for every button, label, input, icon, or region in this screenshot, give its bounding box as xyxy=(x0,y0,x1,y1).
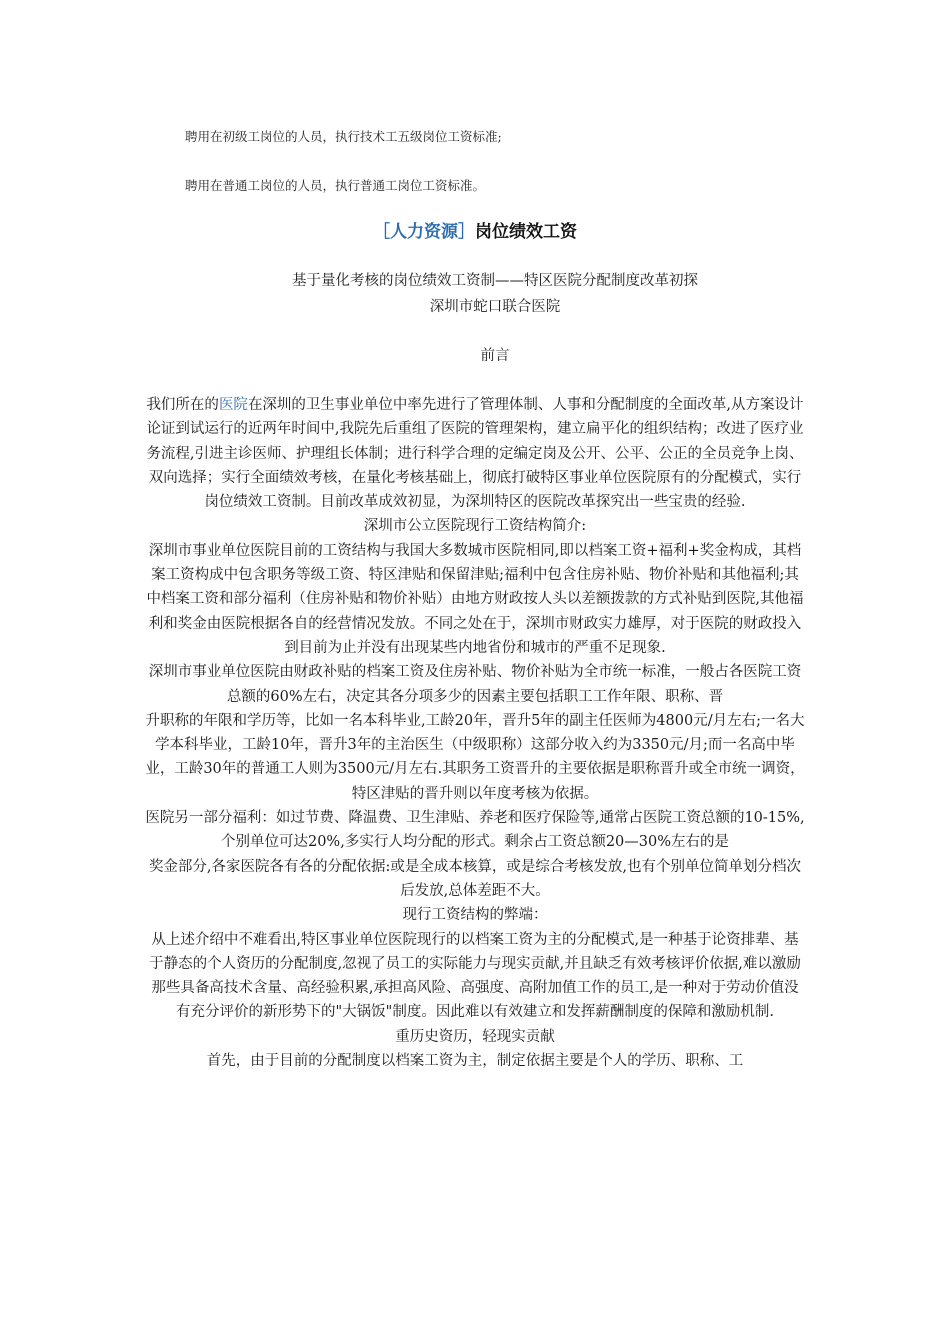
intro-line-1: 聘用在初级工岗位的人员，执行技术工五级岗位工资标准; xyxy=(185,129,502,144)
hospital-link[interactable]: 医院 xyxy=(218,397,248,413)
paragraph-3: 深圳市事业单位医院由财政补贴的档案工资及住房补贴、物价补贴为全市统一标准，一般占各医院工资总额的60%左右，决定其各分项多少的因素主要包括职工工作年限、职称、晋 xyxy=(148,664,802,705)
section-heading-3: 重历史资历，轻现实贡献 xyxy=(395,1028,555,1045)
article-title xyxy=(0,217,950,242)
paragraph-6: 奖金部分,各家医院各有各的分配依据:或是全成本核算，或是综合考核发放,也有个别单位简单划分档次后发放,总体差距不大。 xyxy=(148,858,802,899)
paragraph-2: 深圳市事业单位医院目前的工资结构与我国大多数城市医院相同,即以档案工资+福利+奖金构成，其档案工资构成中包含职务等级工资、特区津贴和保留津贴;福利中包含住房补贴、物价补贴和其他福利;其中档案工资和部分福利（住房补贴和物价补贴）由地方财政按人头以差额拨款的方式补贴到医院,其他福利和奖金由医院根据各自的经营情况发放。不同之处在于，深圳市财政实力雄厚，对于医院的财政投入到目前为止并没有出现某些内地省份和城市的严重不足现象. xyxy=(146,542,804,656)
organization: 深圳市蛇口联合医院 xyxy=(429,299,561,315)
category-link[interactable]: ［人力资源］ xyxy=(373,222,475,242)
paragraph-4: 升职称的年限和学历等，比如一名本科毕业,工龄20年，晋升5年的副主任医师为4800元/月左右;一名大学本科毕业，工龄10年，晋升3年的主治医生（中级职称）这部分收入约为3350元/月;而一名高中毕业，工龄30年的普通工人则为3500元/月左右.其职务工资晋升的主要依据是职称晋升或全市统一调资，特区津贴的晋升则以年度考核为依据。 xyxy=(145,712,805,802)
intro-line-2: 聘用在普通工岗位的人员，执行普通工岗位工资标准。 xyxy=(185,178,486,193)
article-body xyxy=(145,393,805,1073)
section-heading-2: 现行工资结构的弊端： xyxy=(402,907,548,924)
paragraph-7: 从上述介绍中不难看出,特区事业单位医院现行的以档案工资为主的分配模式,是一种基于论资排辈、基于静态的个人资历的分配制度,忽视了员工的实际能力与现实贡献,并且缺乏有效考核评价依据,难以激励那些具备高技术含量、高经验积累,承担高风险、高强度、高附加值工作的员工,是一种对于劳动价值没有充分评价的新形势下的"大锅饭"制度。因此难以有效建立和发挥薪酬制度的保障和激励机制. xyxy=(149,931,801,1021)
paragraph-8: 首先，由于目前的分配制度以档案工资为主，制定依据主要是个人的学历、职称、工 xyxy=(206,1053,744,1070)
paragraph-5: 医院另一部分福利：如过节费、降温费、卫生津贴、养老和医疗保险等,通常占医院工资总额的10-15%,个别单位可达20%,多实行人均分配的形式。剩余占工资总额20—30%左右的是 xyxy=(145,810,805,851)
subtitle: 基于量化考核的岗位绩效工资制——特区医院分配制度改革初探 xyxy=(292,273,698,289)
title-text: 岗位绩效工资 xyxy=(475,222,577,242)
preface-heading: 前言 xyxy=(480,348,510,364)
paragraph-1: 我们所在的医院在深圳的卫生事业单位中率先进行了管理体制、人事和分配制度的全面改革,从方案设计论证到试运行的近两年时间中,我院先后重组了医院的管理架构，建立扁平化的组织结构；改进了医疗业务流程,引进主诊医师、护理组长体制；进行科学合理的定编定岗及公开、公平、公正的全员竞争上岗、双向选择；实行全面绩效考核，在量化考核基础上，彻底打破特区事业单位医院原有的分配模式，实行岗位绩效工资制。目前改革成效初显，为深圳特区的医院改革探究出一些宝贵的经验. xyxy=(146,397,804,511)
section-heading-1: 深圳市公立医院现行工资结构简介: xyxy=(363,518,587,535)
